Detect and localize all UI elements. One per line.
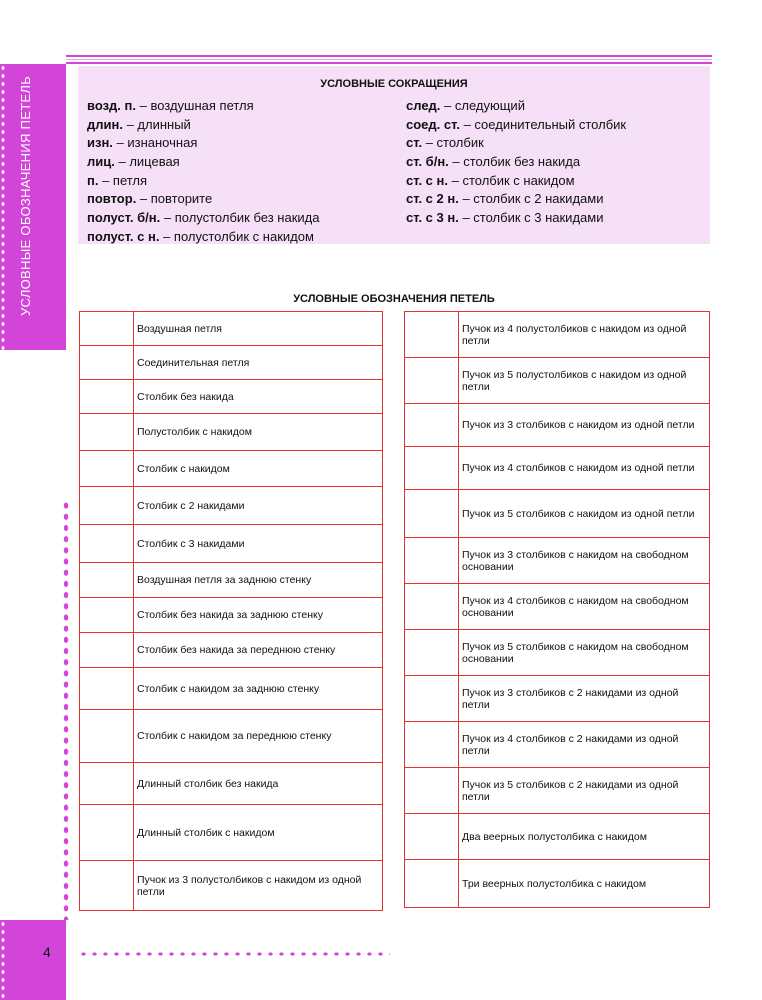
symbol-row [405,814,710,860]
abbreviation-item [406,190,626,209]
symbol-icon-cell [80,451,134,487]
abbreviations-title: УСЛОВНЫЕ СОКРАЩЕНИЯ [320,78,468,90]
page-number-band [0,920,66,1000]
abbreviation-item [406,134,626,153]
symbol-row [80,414,383,451]
abbreviation-term: соед. ст. [406,116,460,132]
symbol-row [405,722,710,768]
symbol-label: Пучок из 3 столбиков с накидом из одной петли [459,404,710,447]
symbol-icon-cell [80,346,134,380]
abbreviation-meaning: – столбик с 3 накидами [458,210,604,226]
symbol-icon-cell [80,525,134,563]
symbols-title: УСЛОВНЫЕ ОБОЗНАЧЕНИЯ ПЕТЕЛЬ [293,293,495,305]
symbol-row [80,563,383,598]
symbol-row [405,358,710,404]
abbreviation-item [87,153,319,172]
header-rule [66,55,712,66]
symbol-icon-cell [405,676,459,722]
abbreviation-term: след. [406,98,441,113]
abbreviation-term: полуст. с н. [87,228,160,244]
symbol-icon-cell [405,490,459,538]
abbreviation-item [406,116,626,135]
sidebar-band-edge [0,64,6,350]
symbol-icon-cell [405,358,459,404]
symbol-icon-cell [80,380,134,414]
abbreviation-meaning: – лицевая [114,154,180,170]
symbol-label: Столбик с накидом за переднюю стенку [134,710,383,763]
abbreviation-meaning: – столбик [422,135,484,151]
symbol-row [80,380,383,414]
symbol-row [405,538,710,584]
abbreviation-item [87,97,319,116]
symbol-icon-cell [80,668,134,710]
abbreviation-meaning: – соединительный столбик [459,116,627,132]
symbol-row [80,668,383,710]
symbol-label: Пучок из 4 полустолбиков с накидом из одной петли [459,312,710,358]
sidebar-band [0,64,66,350]
symbol-label: Длинный столбик без накида [134,763,383,805]
abbreviation-meaning: – столбик с 2 накидами [458,191,604,207]
symbol-row [80,710,383,763]
symbol-row [80,861,383,911]
symbol-label: Пучок из 3 столбиков с накидом на свободном основании [459,538,710,584]
symbol-icon-cell [405,722,459,768]
symbol-label: Столбик без накида за переднюю стенку [134,633,383,668]
abbreviation-meaning: – полустолбик без накида [160,210,320,226]
abbreviation-item [87,228,319,247]
abbreviation-term: длин. [87,116,123,132]
symbol-icon-cell [405,447,459,490]
abbreviation-term: ст. [406,135,423,151]
symbol-icon-cell [80,598,134,633]
abbreviation-item [87,172,319,191]
abbreviation-item [406,97,626,116]
symbol-label: Столбик без накида за заднюю стенку [134,598,383,633]
symbol-row [80,346,383,380]
symbol-icon-cell [405,312,459,358]
symbol-row [405,768,710,814]
symbol-label: Пучок из 5 столбиков с 2 накидами из одной петли [459,768,710,814]
symbol-icon-cell [80,763,134,805]
symbol-label: Пучок из 3 полустолбиков с накидом из одной петли [134,861,383,911]
symbol-icon-cell [80,312,134,346]
symbol-icon-cell [80,633,134,668]
symbol-row [80,525,383,563]
symbol-row [405,676,710,722]
abbreviation-meaning: – повторите [136,191,213,207]
symbol-icon-cell [405,860,459,908]
symbol-label: Пучок из 5 полустолбиков с накидом из одной петли [459,358,710,404]
symbol-label: Пучок из 3 столбиков с 2 накидами из одной петли [459,676,710,722]
symbol-label: Столбик с накидом за заднюю стенку [134,668,383,710]
symbol-row [405,584,710,630]
symbol-icon-cell [80,861,134,911]
dotted-divider-vertical [62,500,70,920]
symbol-row [80,598,383,633]
abbreviation-meaning: – петля [98,172,148,188]
abbreviation-term: полуст. б/н. [87,210,161,226]
abbreviation-meaning: – длинный [122,116,191,132]
symbol-label: Воздушная петля [134,312,383,346]
abbreviation-meaning: – полустолбик с накидом [159,228,314,244]
symbol-label: Столбик с накидом [134,451,383,487]
symbol-label: Пучок из 5 столбиков с накидом на свободном основании [459,630,710,676]
symbol-row [80,312,383,346]
symbol-icon-cell [80,414,134,451]
abbreviation-item [406,172,626,191]
symbol-icon-cell [405,814,459,860]
symbol-icon-cell [405,768,459,814]
abbreviation-term: п. [87,172,99,188]
symbol-label: Два веерных полустолбика с накидом [459,814,710,860]
page-number: 4 [43,944,51,960]
symbol-label: Три веерных полустолбика с накидом [459,860,710,908]
symbol-icon-cell [405,630,459,676]
symbol-label: Столбик с 3 накидами [134,525,383,563]
symbol-row [80,487,383,525]
abbreviation-term: изн. [87,135,113,151]
symbol-row [405,490,710,538]
symbol-row [80,805,383,861]
symbol-icon-cell [405,538,459,584]
page-number-band-edge [0,920,6,1000]
abbreviation-term: ст. с 2 н. [406,191,459,207]
symbol-row [405,312,710,358]
symbol-icon-cell [80,805,134,861]
symbol-label: Пучок из 4 столбиков с накидом из одной петли [459,447,710,490]
symbol-icon-cell [405,584,459,630]
abbreviation-term: возд. п. [87,98,136,113]
symbol-label: Длинный столбик с накидом [134,805,383,861]
abbreviation-term: ст. с н. [406,172,448,188]
abbreviation-meaning: – следующий [440,98,525,113]
abbreviation-meaning: – изнаночная [112,135,198,151]
symbol-label: Соединительная петля [134,346,383,380]
abbreviation-item [87,134,319,153]
symbol-label: Полустолбик с накидом [134,414,383,451]
abbreviations-left-list [87,97,319,247]
symbol-icon-cell [80,487,134,525]
symbol-icon-cell [405,404,459,447]
abbreviations-box [78,66,710,244]
symbol-label: Воздушная петля за заднюю стенку [134,563,383,598]
abbreviation-meaning: – воздушная петля [136,98,254,113]
symbol-label: Пучок из 4 столбиков с 2 накидами из одной петли [459,722,710,768]
symbol-label: Пучок из 5 столбиков с накидом из одной петли [459,490,710,538]
abbreviation-meaning: – столбик с накидом [447,172,575,188]
abbreviation-item [87,116,319,135]
abbreviations-right-list [406,97,626,228]
abbreviation-item [87,190,319,209]
abbreviation-item [406,209,626,228]
abbreviation-item [406,153,626,172]
abbreviation-term: ст. б/н. [406,154,449,170]
abbreviation-term: ст. с 3 н. [406,210,459,226]
symbol-icon-cell [80,710,134,763]
symbol-row [80,763,383,805]
symbol-row [405,404,710,447]
symbols-table-left [79,311,383,911]
abbreviation-term: повтор. [87,191,137,207]
symbol-label: Пучок из 4 столбиков с накидом на свободном основании [459,584,710,630]
symbol-icon-cell [80,563,134,598]
symbol-label: Столбик без накида [134,380,383,414]
symbol-row [405,860,710,908]
symbol-row [80,451,383,487]
dotted-divider-horizontal [78,950,390,958]
abbreviation-item [87,209,319,228]
symbol-label: Столбик с 2 накидами [134,487,383,525]
symbol-row [405,447,710,490]
symbols-table-right [404,311,710,908]
symbol-row [80,633,383,668]
abbreviation-meaning: – столбик без накида [448,154,581,170]
symbol-row [405,630,710,676]
abbreviation-term: лиц. [87,154,115,170]
sidebar-title: УСЛОВНЫЕ ОБОЗНАЧЕНИЯ ПЕТЕЛЬ [18,75,33,316]
